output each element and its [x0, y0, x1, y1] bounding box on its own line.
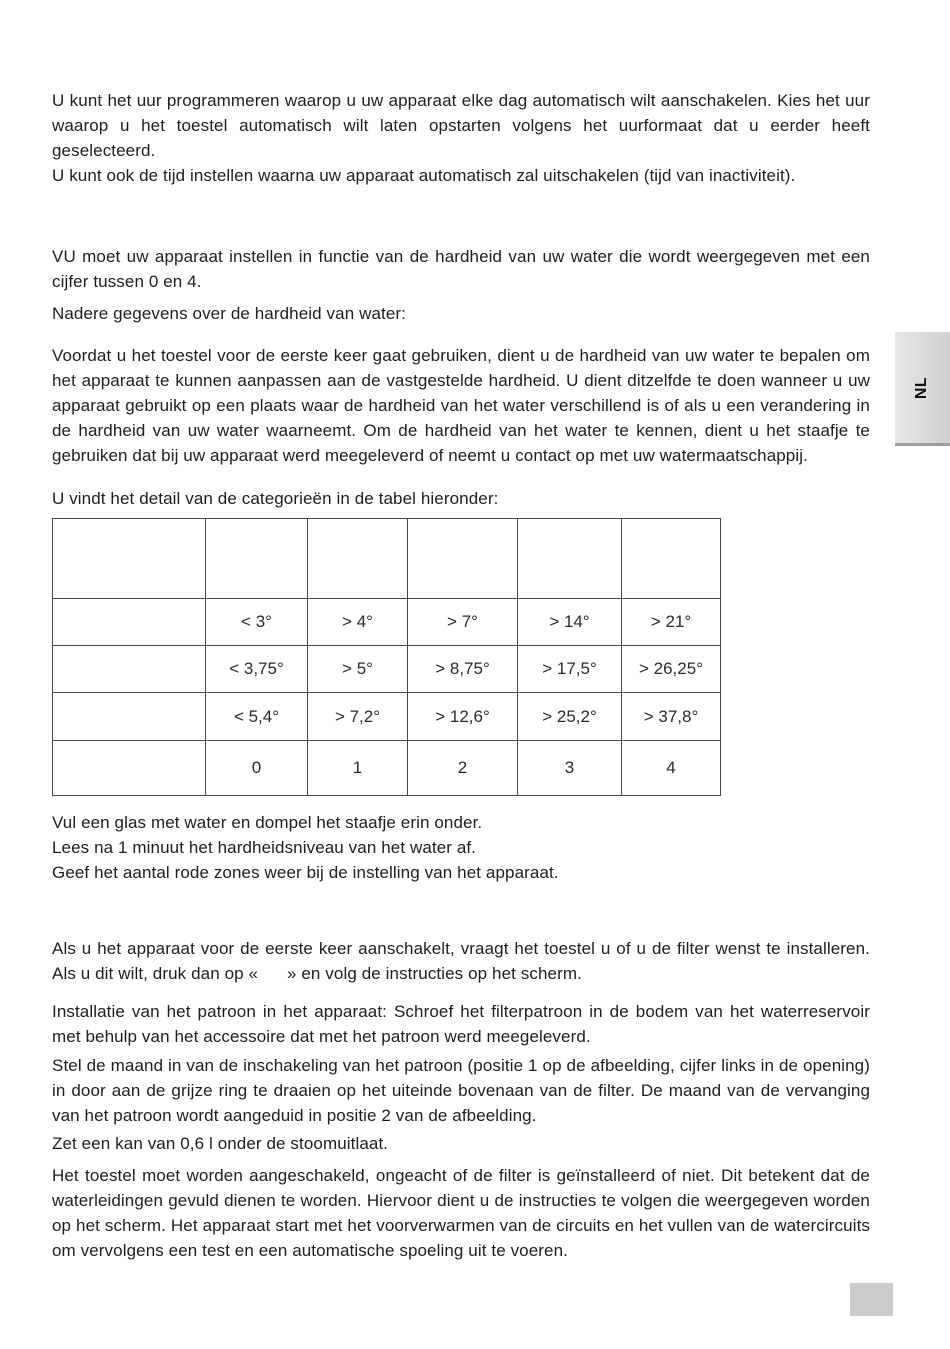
table-row: [53, 693, 721, 741]
instruction-red-zones: Geef het aantal rode zones weer bij de instelling van het apparaat.: [52, 863, 559, 882]
table-cell: < 3,75°: [206, 646, 308, 693]
language-tab: [895, 332, 950, 446]
table-header-cell: [518, 519, 622, 599]
paragraph-cartridge-install: Installatie van het patroon in het apparaat: Schroef het filterpatroon in de bodem van het waterreservoir met behulp van het accessoire dat met het patroon werd meegeleverd.: [52, 1002, 870, 1046]
table-cell: > 26,25°: [622, 646, 721, 693]
table-row: [53, 599, 721, 646]
paragraph-hardness-setting: VU moet uw apparaat instellen in functie van de hardheid van uw water die wordt weergegeven met een cijfer tussen 0 en 4.: [52, 247, 870, 291]
table-cell: > 8,75°: [408, 646, 518, 693]
paragraph-hardness-detail: Voordat u het toestel voor de eerste keer gaat gebruiken, dient u de hardheid van uw water te bepalen om het apparaat te kunnen aanpassen aan de vastgestelde hardheid. U dient ditzelfde te doen wanneer u uw apparaat gebruikt op een plaats waar de hardheid van het water verschillend is of als u een verandering in de hardheid van uw water waarneemt. Om de hardheid van het water te kennen, dient u het staafje te gebruiken dat bij uw apparaat werd meegeleverd of neemt u contact op met uw watermaatschappij.: [52, 346, 870, 465]
table-row: [53, 646, 721, 693]
table-cell: < 3°: [206, 599, 308, 646]
page-footer-marker: [850, 1283, 893, 1316]
table-row: [53, 519, 721, 599]
instruction-read-level: Lees na 1 minuut het hardheidsniveau van het water af.: [52, 838, 477, 857]
table-cell: > 5°: [308, 646, 408, 693]
table-cell: 1: [308, 741, 408, 796]
table-cell: > 4°: [308, 599, 408, 646]
table-cell: < 5,4°: [206, 693, 308, 741]
table-cell: 4: [622, 741, 721, 796]
table-cell: > 7,2°: [308, 693, 408, 741]
table-cell: > 12,6°: [408, 693, 518, 741]
paragraph-place-jug: Zet een kan van 0,6 l onder de stoomuitlaat.: [52, 1134, 389, 1153]
table-header-cell: [206, 519, 308, 599]
table-header-cell: [622, 519, 721, 599]
table-cell: [53, 741, 206, 796]
table-header-cell: [53, 519, 206, 599]
paragraph-table-caption: U vindt het detail van de categorieën in de tabel hieronder:: [52, 489, 499, 508]
instruction-fill-glass: Vul een glas met water en dompel het staafje erin onder.: [52, 813, 483, 832]
table-header-cell: [308, 519, 408, 599]
table-cell: 3: [518, 741, 622, 796]
table-cell: 0: [206, 741, 308, 796]
table-cell: [53, 599, 206, 646]
paragraph-auto-on-time: U kunt het uur programmeren waarop u uw apparaat elke dag automatisch wilt aanschakelen. Kies het uur waarop u het toestel automatisch wilt laten opstarten volgens het uurformaat dat u eerder heeft geselecteerd.: [52, 91, 870, 160]
table-header-cell: [408, 519, 518, 599]
table-cell: [53, 693, 206, 741]
table-cell: > 14°: [518, 599, 622, 646]
table-cell: > 21°: [622, 599, 721, 646]
table-row: [53, 741, 721, 796]
table-cell: > 17,5°: [518, 646, 622, 693]
water-hardness-table: [52, 518, 721, 796]
paragraph-hardness-intro: Nadere gegevens over de hardheid van water:: [52, 304, 406, 323]
paragraph-cartridge-month: Stel de maand in van de inschakeling van het patroon (positie 1 op de afbeelding, cijfer links in de opening) in door aan de grijze ring te draaien op het uiteinde bovenaan van de filter. De maand van de vervanging van het patroon wordt aangeduid in positie 2 van de afbeelding.: [52, 1056, 870, 1125]
paragraph-auto-off-time: U kunt ook de tijd instellen waarna uw apparaat automatisch zal uitschakelen (tijd van inactiviteit).: [52, 166, 796, 185]
paragraph-startup-rinse: Het toestel moet worden aangeschakeld, ongeacht of de filter is geïnstalleerd of niet. Dit betekent dat de waterleidingen gevuld dienen te worden. Hiervoor dient u de instructies te volgen die weergegeven worden op het scherm. Het apparaat start met het voorverwarmen van de circuits en het vullen van de watercircuits om vervolgens een test en een automatische spoeling uit te voeren.: [52, 1166, 870, 1260]
table-cell: > 37,8°: [622, 693, 721, 741]
paragraph-filter-prompt: Als u het apparaat voor de eerste keer aanschakelt, vraagt het toestel u of u de filter wenst te installeren. Als u dit wilt, druk dan op « » en volg de instructies op het scherm.: [52, 939, 870, 983]
table-cell: > 7°: [408, 599, 518, 646]
language-tab-label: NL: [913, 376, 931, 399]
table-cell: [53, 646, 206, 693]
table-cell: 2: [408, 741, 518, 796]
table-cell: > 25,2°: [518, 693, 622, 741]
